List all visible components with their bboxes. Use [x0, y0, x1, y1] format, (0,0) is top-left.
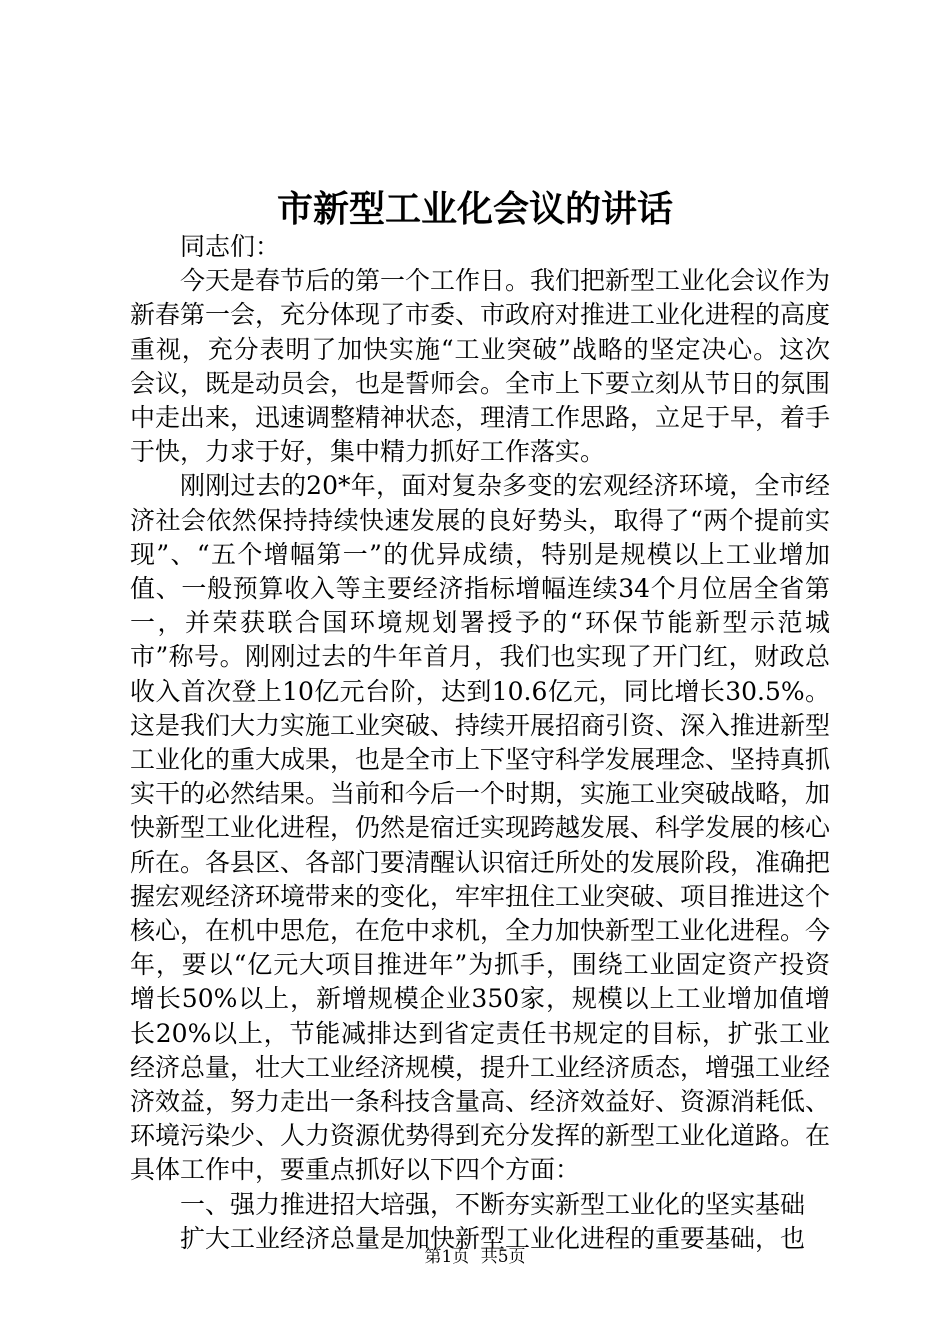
page-total: 共5页: [480, 1247, 526, 1267]
document-title: 市新型工业化会议的讲话: [276, 188, 673, 230]
page-footer: [0, 1245, 950, 1269]
page-number: 第1页: [424, 1247, 470, 1267]
section-heading: 一、强力推进招大培强，不断夯实新型工业化的坚实基础: [180, 1189, 806, 1219]
body-paragraph: 刚刚过去的20*年，面对复杂多变的宏观经济环境，全市经济社会依然保持持续快速发展的良好势头，取得了“两个提前实现”、“五个增幅第一”的优异成绩，特别是规模以上工业增加值、一般预算收入等主要经济指标增幅连续34个月位居全省第一，并荣获联合国环境规划署授予的“环保节能新型示范城市”称号。刚刚过去的牛年首月，我们也实现了开门红，财政总收入首次登上10亿元台阶，达到10.6亿元，同比增长30.5%。这是我们大力实施工业突破、持续开展招商引资、深入推进新型工业化的重大成果，也是全市上下坚守科学发展理念、坚持真抓实干的必然结果。当前和今后一个时期，实施工业突破战略，加快新型工业化进程，仍然是宿迁实现跨越发展、科学发展的核心所在。各县区、各部门要清醒认识宿迁所处的发展阶段，准确把握宏观经济环境带来的变化，牢牢扭住工业突破、项目推进这个核心，在机中思危，在危中求机，全力加快新型工业化进程。今年，要以“亿元大项目推进年”为抓手，围绕工业固定资产投资增长50%以上，新增规模企业350家，规模以上工业增加值增长20%以上，节能减排达到省定责任书规定的目标，扩张工业经济总量，壮大工业经济规模，提升工业经济质态，增强工业经济效益，努力走出一条科技含量高、经济效益好、资源消耗低、环境污染少、人力资源优势得到充分发挥的新型工业化道路。在具体工作中，要重点抓好以下四个方面：: [130, 471, 831, 1185]
body-paragraph: 扩大工业经济总量是加快新型工业化进程的重要基础，也: [180, 1223, 806, 1253]
body-paragraph: 今天是春节后的第一个工作日。我们把新型工业化会议作为新春第一会，充分体现了市委、市政府对推进工业化进程的高度重视，充分表明了加快实施“工业突破”战略的坚定决心。这次会议，既是动员会，也是誓师会。全市上下要立刻从节日的氛围中走出来，迅速调整精神状态，理清工作思路，立足于早，着手于快，力求于好，集中精力抓好工作落实。: [130, 266, 831, 467]
document-body: [130, 230, 830, 1256]
salutation-paragraph: 同志们：: [180, 232, 281, 261]
